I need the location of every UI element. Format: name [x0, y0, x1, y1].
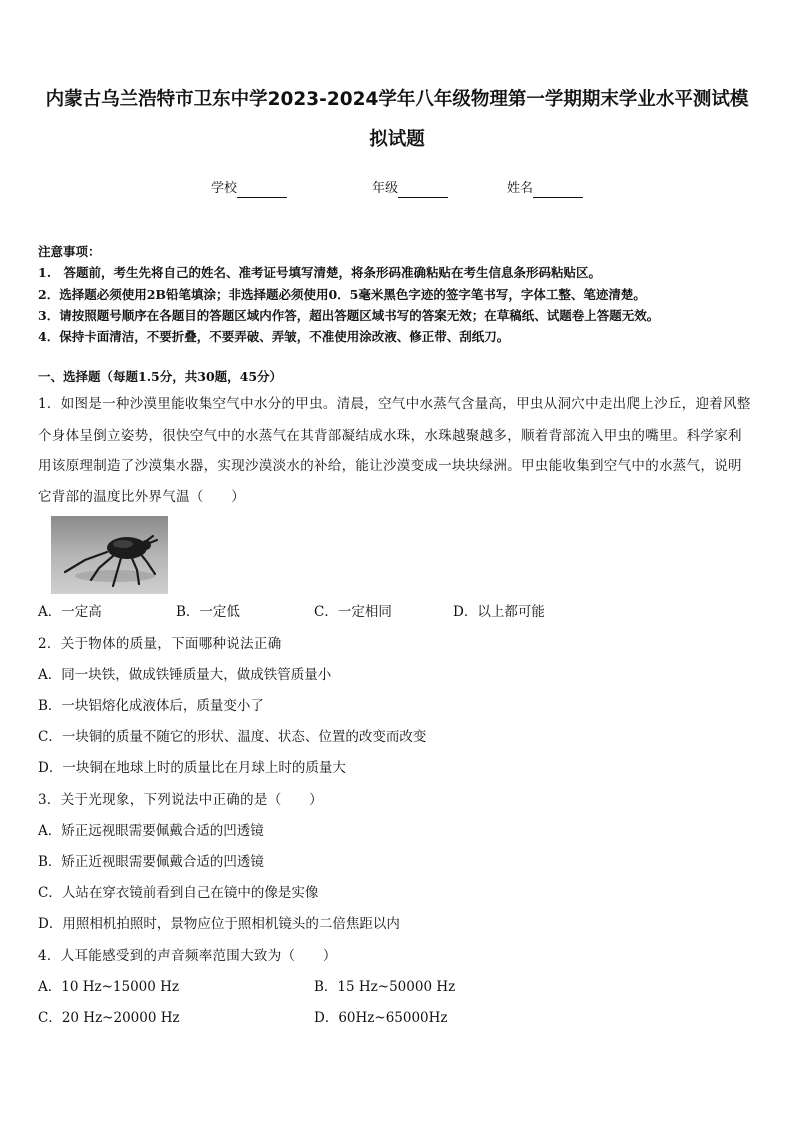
- notice-item: 3．请按照题号顺序在各题目的答题区域内作答，超出答题区域书写的答案无效；在草稿纸、试题卷上答题无效。: [38, 308, 660, 323]
- q3-option-a[interactable]: A．矫正远视眼需要佩戴合适的凹透镜: [38, 823, 264, 839]
- q4-option-c[interactable]: C．20 Hz~20000 Hz: [38, 1010, 180, 1026]
- grade-field: [372, 180, 448, 198]
- q1-stem-line: 用该原理制造了沙漠集水器，实现沙漠淡水的补给，能让沙漠变成一块块绿洲。甲虫能收集到空气中的水蒸气，说明: [38, 458, 742, 474]
- q4-option-b[interactable]: B．15 Hz~50000 Hz: [314, 979, 456, 995]
- q4-stem: 4．人耳能感受到的声音频率范围大致为（ ）: [38, 948, 337, 964]
- q1-option-a[interactable]: A．一定高: [38, 604, 102, 620]
- q1-stem-line: 个身体呈倒立姿势，很快空气中的水蒸气在其背部凝结成水珠，水珠越聚越多，顺着背部流入甲虫的嘴里。科学家利: [38, 428, 742, 444]
- notice-item: 2．选择题必须使用2B铅笔填涂；非选择题必须使用0．5毫米黑色字迹的签字笔书写，字体工整、笔迹清楚。: [38, 287, 646, 302]
- school-blank: [237, 183, 287, 198]
- q4-option-d[interactable]: D．60Hz~65000Hz: [314, 1010, 448, 1026]
- q1-stem-line: 它背部的温度比外界气温（ ）: [38, 489, 245, 505]
- name-blank: [533, 183, 583, 198]
- name-label: 姓名: [507, 181, 534, 196]
- notice-item: 4．保持卡面清洁，不要折叠，不要弄破、弄皱，不准使用涂改液、修正带、刮纸刀。: [38, 329, 510, 344]
- q2-option-a[interactable]: A．同一块铁，做成铁锤质量大，做成铁管质量小: [38, 667, 332, 683]
- q3-option-d[interactable]: D．用照相机拍照时，景物应位于照相机镜头的二倍焦距以内: [38, 916, 400, 932]
- q2-option-c[interactable]: C．一块铜的质量不随它的形状、温度、状态、位置的改变而改变: [38, 729, 427, 745]
- grade-label: 年级: [372, 181, 399, 196]
- notice-item: 1. 答题前，考生先将自己的姓名、准考证号填写清楚，将条形码准确粘贴在考生信息条形码粘贴区。: [38, 265, 602, 280]
- beetle-photo: [51, 516, 168, 594]
- section-heading: 一、选择题（每题1.5分，共30题，45分）: [38, 369, 283, 384]
- q1-option-d[interactable]: D．以上都可能: [453, 604, 545, 620]
- notice-heading: 注意事项：: [38, 244, 101, 259]
- q3-stem: 3．关于光现象，下列说法中正确的是（ ）: [38, 792, 323, 808]
- school-label: 学校: [211, 181, 238, 196]
- q3-option-c[interactable]: C．人站在穿衣镜前看到自己在镜中的像是实像: [38, 885, 319, 901]
- q2-stem: 2．关于物体的质量，下面哪种说法正确: [38, 636, 282, 652]
- q2-option-d[interactable]: D．一块铜在地球上时的质量比在月球上时的质量大: [38, 760, 346, 776]
- q2-option-b[interactable]: B．一块铝熔化成液体后，质量变小了: [38, 698, 264, 714]
- q1-stem-line: 1．如图是一种沙漠里能收集空气中水分的甲虫。清晨，空气中水蒸气含量高，甲虫从洞穴中走出爬上沙丘，迎着风整: [38, 396, 751, 412]
- q3-option-b[interactable]: B．矫正近视眼需要佩戴合适的凹透镜: [38, 854, 264, 870]
- q4-option-a[interactable]: A．10 Hz~15000 Hz: [38, 979, 180, 995]
- q1-option-c[interactable]: C．一定相同: [314, 604, 392, 620]
- school-field: [211, 180, 287, 198]
- exam-title-line2: 拟试题: [369, 129, 425, 150]
- exam-title-line1: 内蒙古乌兰浩特市卫东中学2023-2024学年八年级物理第一学期期末学业水平测试模: [45, 89, 749, 110]
- name-field: [507, 180, 583, 198]
- grade-blank: [398, 183, 448, 198]
- q1-option-b[interactable]: B．一定低: [176, 604, 240, 620]
